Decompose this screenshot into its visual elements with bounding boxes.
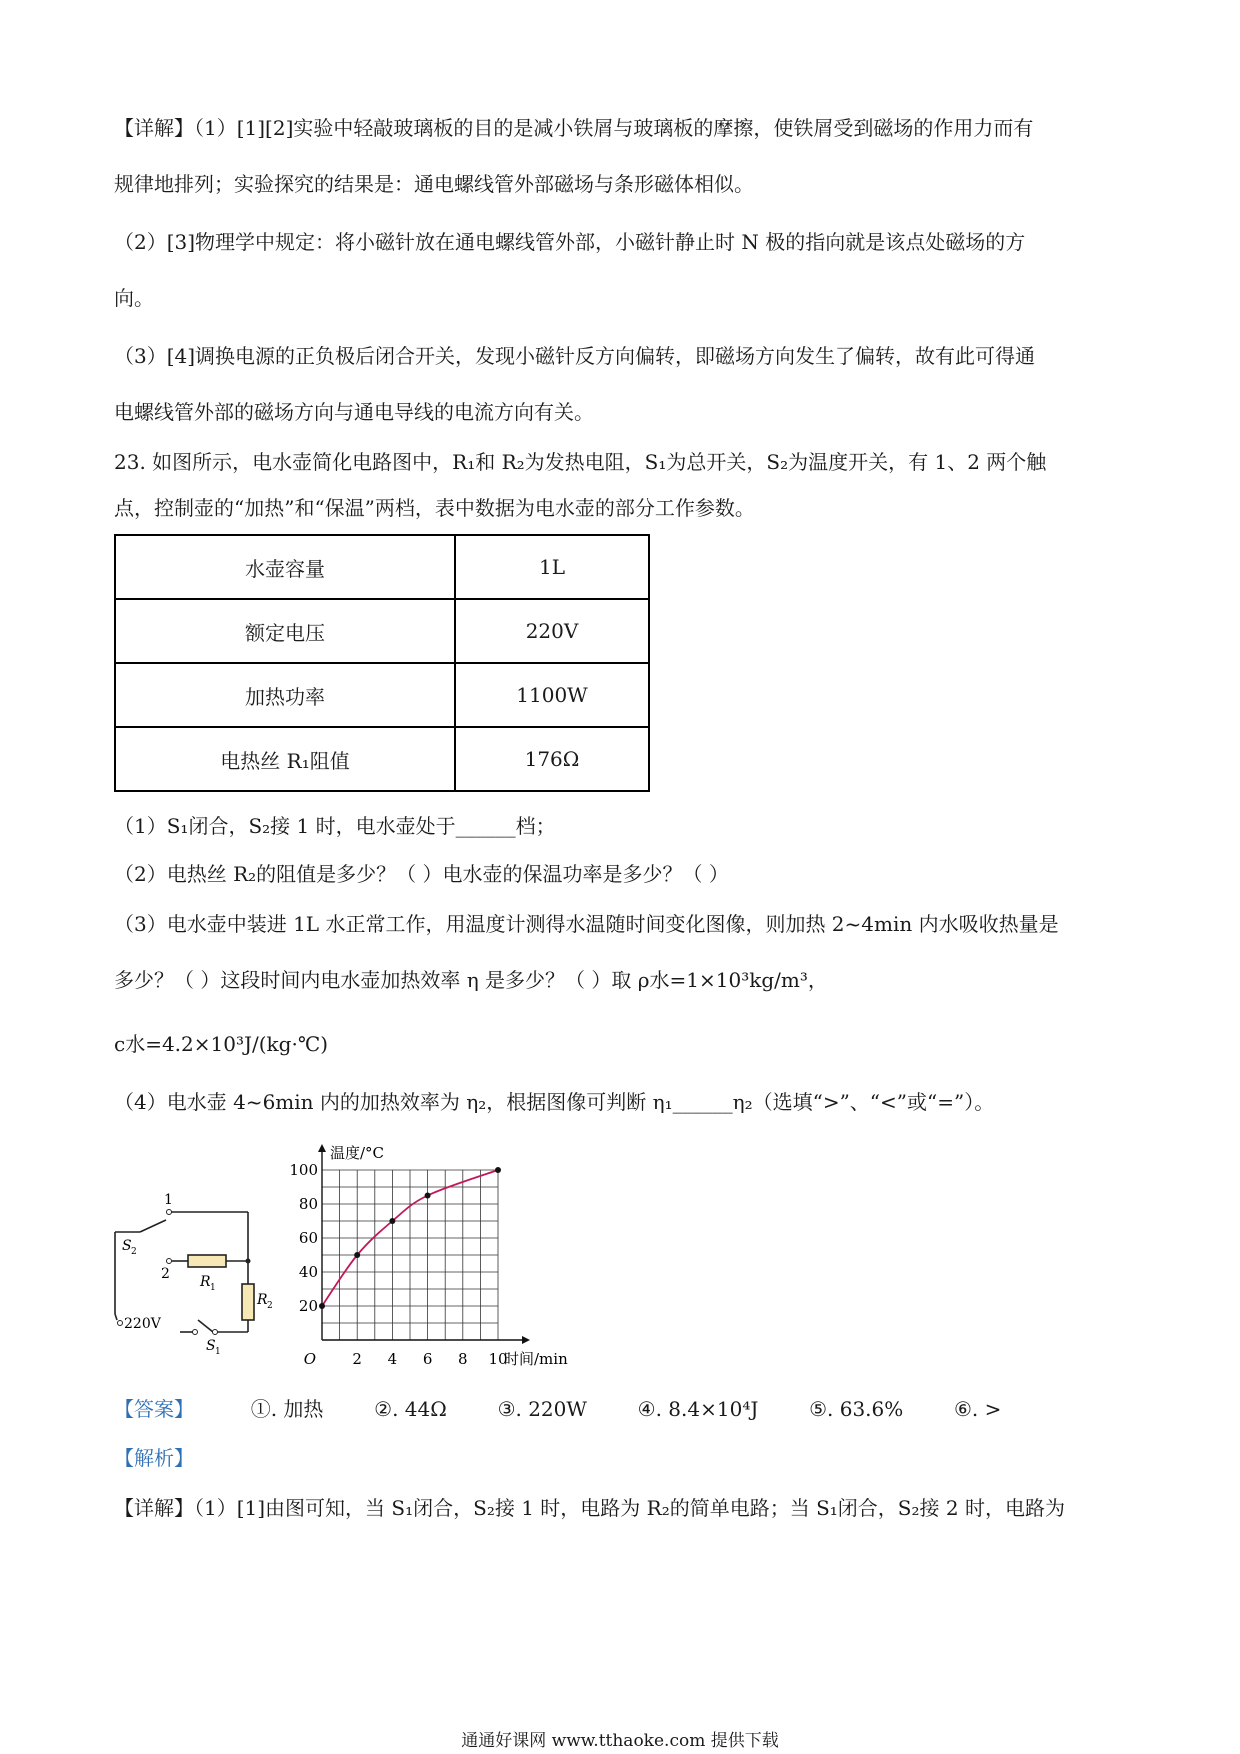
analysis-label: 【解析】 xyxy=(114,1446,194,1470)
prev-detail-line-2b: 向。 xyxy=(114,286,154,310)
sub-question-3a: （3）电水壶中装进 1L 水正常工作，用温度计测得水温随时间变化图像，则加热 2~4min 内水吸收热量是 xyxy=(114,912,1059,936)
table-cell-value: 176Ω xyxy=(455,727,649,791)
table-cell-value: 220V xyxy=(455,599,649,663)
switch-s2-sub: 2 xyxy=(131,1247,137,1257)
parameter-table xyxy=(114,534,650,792)
answer-line xyxy=(114,1395,1001,1423)
x-tick-label: 10 xyxy=(488,1350,508,1368)
x-tick-label: 6 xyxy=(422,1350,433,1368)
question-23-intro-b: 点，控制壶的“加热”和“保温”两档，表中数据为电水壶的部分工作参数。 xyxy=(114,496,755,520)
table-row xyxy=(115,535,649,599)
answer-item: ⑥. > xyxy=(953,1397,1002,1421)
contact-2-label: 2 xyxy=(161,1266,170,1282)
y-axis-label: 温度/°C xyxy=(330,1144,385,1162)
resistor-r1-label: R xyxy=(200,1274,211,1290)
table-cell-name: 加热功率 xyxy=(115,663,455,727)
prev-detail-line-2a: （2）[3]物理学中规定：将小磁针放在通电螺线管外部，小磁针静止时 N 极的指向就是该点处磁场的方 xyxy=(114,230,1026,254)
circuit-diagram xyxy=(100,1160,300,1357)
answer-item: ③. 220W xyxy=(497,1397,587,1421)
data-point xyxy=(389,1218,395,1224)
y-tick-label: 20 xyxy=(298,1297,318,1315)
detail-start: 【详解】（1）[1]由图可知，当 S₁闭合，S₂接 1 时，电路为 R₂的简单电路；当 S₁闭合，S₂接 2 时，电路为 xyxy=(114,1496,1065,1520)
prev-detail-line-3a: （3）[4]调换电源的正负极后闭合开关，发现小磁针反方向偏转，即磁场方向发生了偏转，故有此可得通 xyxy=(114,344,1036,368)
x-tick-label: 4 xyxy=(387,1350,398,1368)
data-point xyxy=(495,1167,501,1173)
switch-s1-sub: 1 xyxy=(215,1347,221,1357)
sub-question-1: （1）S₁闭合，S₂接 1 时，电水壶处于______档； xyxy=(114,814,556,838)
sub-question-2: （2）电热丝 R₂的阻值是多少？（ ）电水壶的保温功率是多少？（ ） xyxy=(114,862,729,886)
temperature-time-chart xyxy=(280,1130,600,1370)
answer-item: ②. 44Ω xyxy=(374,1397,447,1421)
resistor-r1-sub: 1 xyxy=(210,1283,216,1293)
footer: 通通好课网 www.tthaoke.com 提供下载 xyxy=(461,1731,779,1751)
sub-question-3c: c水=4.2×10³J/(kg·℃) xyxy=(114,1032,329,1056)
x-axis-arrow xyxy=(522,1336,530,1344)
sub-question-4: （4）电水壶 4~6min 内的加热效率为 η₂，根据图像可判断 η₁______η₂（选填“>”、“<”或“=”）。 xyxy=(114,1090,995,1114)
sub-question-3b: 多少？（ ）这段时间内电水壶加热效率 η 是多少？（ ）取 ρ水=1×10³kg/m³， xyxy=(114,968,828,992)
data-point xyxy=(425,1193,431,1199)
table-cell-name: 额定电压 xyxy=(115,599,455,663)
data-point xyxy=(354,1252,360,1258)
origin-label: O xyxy=(303,1350,316,1368)
y-tick-label: 80 xyxy=(298,1195,318,1213)
table-row xyxy=(115,663,649,727)
power-source-label: 220V xyxy=(124,1316,161,1332)
table-cell-name: 电热丝 R₁阻值 xyxy=(115,727,455,791)
table-cell-name: 水壶容量 xyxy=(115,535,455,599)
answer-item: ①. 加热 xyxy=(250,1397,324,1421)
prev-detail-line-1a: 【详解】（1）[1][2]实验中轻敲玻璃板的目的是减小铁屑与玻璃板的摩擦，使铁屑受到磁场的作用力而有 xyxy=(114,116,1034,140)
x-axis-label: 时间/min xyxy=(504,1350,568,1368)
table-cell-value: 1100W xyxy=(455,663,649,727)
table-row xyxy=(115,599,649,663)
answer-label: 【答案】 xyxy=(114,1397,194,1421)
x-tick-label: 2 xyxy=(352,1350,362,1368)
table-cell-value: 1L xyxy=(455,535,649,599)
resistor-r2-sub: 2 xyxy=(267,1301,273,1311)
question-23-intro-a: 23. 如图所示，电水壶简化电路图中，R₁和 R₂为发热电阻，S₁为总开关，S₂为温度开关，有 1、2 两个触 xyxy=(114,450,1047,474)
resistor-r2-label: R xyxy=(257,1292,268,1308)
answer-item: ④. 8.4×10⁴J xyxy=(637,1397,759,1421)
answer-item: ⑤. 63.6% xyxy=(809,1397,904,1421)
y-tick-label: 40 xyxy=(298,1263,318,1281)
table-row xyxy=(115,727,649,791)
y-tick-label: 60 xyxy=(298,1229,318,1247)
switch-s2-label: S xyxy=(122,1238,132,1254)
y-axis-arrow xyxy=(318,1144,326,1152)
data-point xyxy=(319,1303,325,1309)
switch-s1-label: S xyxy=(206,1338,216,1354)
prev-detail-line-3b: 电螺线管外部的磁场方向与通电导线的电流方向有关。 xyxy=(114,400,594,424)
prev-detail-line-1b: 规律地排列；实验探究的结果是：通电螺线管外部磁场与条形磁体相似。 xyxy=(114,172,754,196)
contact-1-label: 1 xyxy=(164,1192,173,1208)
x-tick-label: 8 xyxy=(458,1350,468,1368)
y-tick-label: 100 xyxy=(289,1161,318,1179)
